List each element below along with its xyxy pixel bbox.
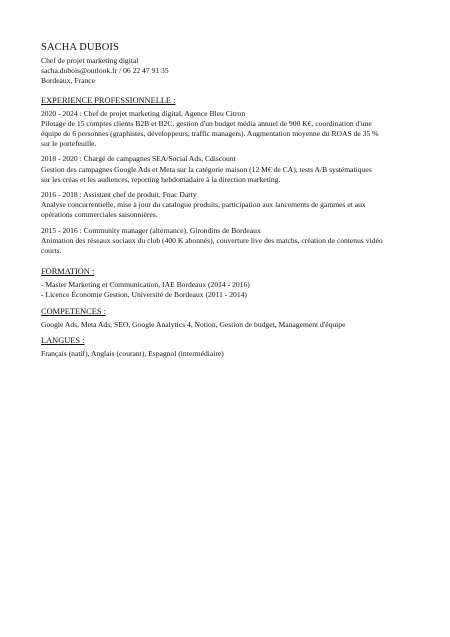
job-desc-line: sur le portefeuille. — [41, 139, 97, 149]
job-title: 2018 - 2020 : Chargé de campagnes SEA/Social Ads, Cdiscount — [41, 154, 236, 164]
job-entry-4 — [41, 226, 410, 257]
langues-heading: LANGUES : — [41, 335, 85, 345]
candidate-title: Chef de projet marketing digital — [41, 56, 139, 65]
job-title: 2016 - 2018 : Assistant chef de produit, Fnac Darty — [41, 190, 197, 200]
candidate-location: Bordeaux, France — [41, 76, 95, 86]
experience-heading: EXPERIENCE PROFESSIONNELLE : — [41, 95, 176, 105]
job-desc-line: équipe de 6 personnes (graphistes, développeurs, traffic managers). Augmentation moyenne du ROAS de 35 % — [41, 129, 379, 139]
job-title: 2020 - 2024 : Chef de projet marketing digital, Agence Bleu Citron — [41, 108, 246, 118]
job-desc-line: Animation des réseaux sociaux du club (400 K abonnés), couverture live des matchs, création de contenus vidéo — [41, 235, 383, 245]
formation-heading: FORMATION : — [41, 267, 95, 277]
formation-item: - Licence Économie Gestion, Université de Bordeaux (2011 - 2014) — [41, 290, 247, 300]
job-entry-3 — [41, 190, 410, 221]
job-desc-line: Analyse concurrentielle, mise à jour du catalogue produits, participation aux lancements de gammes et aux — [41, 200, 366, 210]
job-desc-line: Pilotage de 15 comptes clients B2B et B2C, gestion d'un budget média annuel de 900 K€, coordination d'une — [41, 118, 372, 128]
job-desc-line: Gestion des campagnes Google Ads et Meta sur la catégorie maison (12 M€ de CA), tests A/B systématiques — [41, 164, 372, 174]
job-entry-2 — [41, 154, 410, 185]
competences-text: Google Ads, Meta Ads, SEO, Google Analytics 4, Notion, Gestion de budget, Management d'équipe — [41, 319, 346, 329]
competences-heading: COMPETENCES : — [41, 306, 106, 316]
job-desc-line: opérations commerciales saisonnières. — [41, 210, 158, 220]
langues-text: Français (natif), Anglais (courant), Espagnol (intermédiaire) — [41, 348, 224, 358]
job-entry-1 — [41, 109, 410, 150]
job-desc-line: sur les créas et les audiences, reporting hebdomadaire à la direction marketing. — [41, 174, 281, 184]
formation-item: - Master Marketing et Communication, IAE Bordeaux (2014 - 2016) — [41, 280, 250, 290]
candidate-name: SACHA DUBOIS — [41, 42, 119, 53]
job-desc-line: courts. — [41, 246, 62, 256]
candidate-contact: sacha.dubois@outlook.fr / 06 22 47 91 35 — [41, 66, 169, 76]
job-title: 2015 - 2016 : Community manager (alternance), Girondins de Bordeaux — [41, 225, 261, 235]
